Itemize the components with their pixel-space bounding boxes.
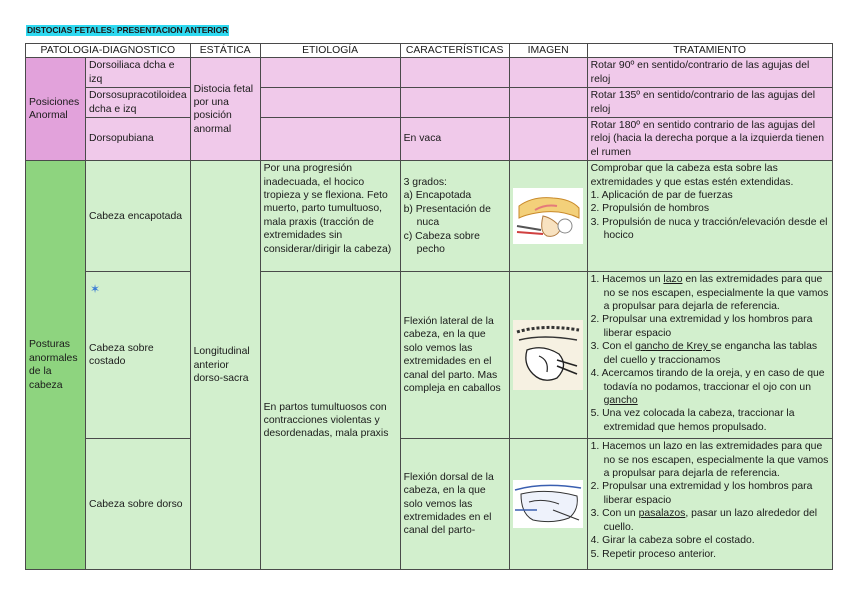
header-patologia: PATOLOGIA-DIAGNOSTICO <box>26 44 191 58</box>
list-item: 2. Propulsar una extremidad y los hombros para liberar espacio <box>590 314 813 339</box>
trat-dorsosupracotiloidea: Rotar 135º en sentido/contrario de las agujas del reloj <box>587 88 832 118</box>
imagen-cell <box>509 88 587 118</box>
imagen-cell <box>509 118 587 161</box>
list-item <box>591 273 829 313</box>
etiologia-encapotada: Por una progresión inadecuada, el hocico tropieza y se flexiona. Feto muerto, parto tumultuoso, mala praxis (tracción de extremidades sin considerar/dirigir la cabeza) <box>260 161 400 272</box>
gancho-krey-term: gancho de Krey <box>635 341 711 353</box>
diag-dorsoiliaca: Dorsoiliaca dcha e izq <box>86 58 191 88</box>
trat-list <box>591 273 829 434</box>
list-item: c) Cabeza sobre pecho <box>403 230 480 256</box>
diag-cabeza-dorso: Cabeza sobre dorso <box>86 439 191 570</box>
trat-text: , pasar un lazo alrededor del cuello. <box>603 508 818 533</box>
caract-dorsoiliaca <box>400 58 509 88</box>
caract-dorso: Flexión dorsal de la cabeza, en la que solo vemos las extremidades en el canal del parto- <box>400 439 509 570</box>
caract-costado: Flexión lateral de la cabeza, en la que solo vemos las extremidades en el canal del parto. Mas compleja en caballos <box>400 272 509 439</box>
list-item: 1. Aplicación de par de fuerzas <box>590 190 733 202</box>
caract-list <box>404 189 506 256</box>
caract-dorsopubiana: En vaca <box>400 118 509 161</box>
imagen-costado <box>509 272 587 439</box>
imagen-dorso <box>509 439 587 570</box>
table-row <box>26 118 833 161</box>
trat-costado <box>587 272 832 439</box>
trat-text: 3. Con un <box>590 508 639 520</box>
diag-dorsosupracotiloidea: Dorsosupracotiloidea dcha e izq <box>86 88 191 118</box>
trat-list <box>591 189 829 243</box>
table-row <box>26 439 833 570</box>
calf-encapotada-illustration <box>513 188 583 244</box>
caract-intro: 3 grados: <box>403 177 447 189</box>
document-title: DISTOCIAS FETALES: PRESENTACION ANTERIOR <box>27 25 229 35</box>
diag-dorsopubiana: Dorsopubiana <box>86 118 191 161</box>
header-caracteristicas: CARACTERÍSTICAS <box>400 44 509 58</box>
lazo-term: lazo <box>663 274 683 286</box>
trat-text: 1. Hacemos un <box>590 274 664 286</box>
list-item: 3. Propulsión de nuca y tracción/elevación desde el hocico <box>590 216 828 242</box>
list-item: b) Presentación de nuca <box>403 203 491 229</box>
list-item <box>591 367 829 407</box>
diag-cabeza-encapotada: Cabeza encapotada <box>86 161 191 272</box>
header-tratamiento: TRATAMIENTO <box>587 44 832 58</box>
header-row <box>26 44 833 58</box>
list-item: 2. Propulsión de hombros <box>590 203 710 215</box>
pasalazos-term: pasalazos <box>638 508 686 520</box>
trat-text: 3. Con el <box>590 341 636 353</box>
diag-cabeza-costado: Cabeza sobre costado <box>86 272 191 439</box>
posiciones-group-label: Posiciones Anormal <box>26 58 86 161</box>
etiologia-cell <box>260 58 400 88</box>
header-etiologia: ETIOLOGÍA <box>260 44 400 58</box>
trat-text: en las extremidades para que no se nos escapen, especialmente la que vamos a propulsar para dejarla de referencia. <box>603 274 829 313</box>
list-item: 2. Propulsar una extremidad y los hombros para liberar espacio <box>590 481 813 506</box>
list-item <box>591 340 829 367</box>
caract-dorsosupracotiloidea <box>400 88 509 118</box>
trat-list <box>591 440 829 561</box>
trat-dorso <box>587 439 832 570</box>
trat-dorsopubiana: Rotar 180º en sentido contrario de las agujas del reloj (hacia la derecha porque a la izquierda tienen el rumen <box>587 118 832 161</box>
list-item: 5. Una vez colocada la cabeza, traccionar la extremidad que hemos propulsado. <box>590 408 795 433</box>
caract-encapotada <box>400 161 509 272</box>
posiciones-estatica: Distocia fetal por una posición anormal <box>190 58 260 161</box>
trat-text: se engancha las tablas del cuello y traccionamos <box>603 341 818 366</box>
etiologia-cell <box>260 118 400 161</box>
table-row <box>26 88 833 118</box>
annotation-star-icon: ✶ <box>90 282 101 296</box>
etiologia-tumultuosos: En partos tumultuosos con contracciones violentas y desordenadas, mala praxis <box>260 272 400 570</box>
calf-dorso-illustration <box>513 480 583 528</box>
posturas-group-label: Posturas anormales de la cabeza <box>26 161 86 570</box>
imagen-cell <box>509 58 587 88</box>
header-estatica: ESTÁTICA <box>190 44 260 58</box>
calf-costado-illustration <box>513 320 583 390</box>
trat-intro: Comprobar que la cabeza esta sobre las extremidades y que estas estén extendidas. <box>590 163 794 188</box>
list-item <box>591 507 829 534</box>
etiologia-cell <box>260 88 400 118</box>
header-imagen: IMAGEN <box>509 44 587 58</box>
posturas-estatica: Longitudinal anterior dorso-sacra <box>190 161 260 570</box>
trat-dorsoiliaca: Rotar 90º en sentido/contrario de las agujas del reloj <box>587 58 832 88</box>
trat-encapotada <box>587 161 832 272</box>
distocias-table <box>25 43 833 570</box>
table-row <box>26 58 833 88</box>
list-item: 1. Hacemos un lazo en las extremidades para que no se nos escapen, especialmente la que vamos a propulsar para dejarla de referencia. <box>590 441 829 480</box>
imagen-encapotada <box>509 161 587 272</box>
gancho-term: gancho <box>603 394 638 406</box>
table-row <box>26 272 833 439</box>
list-item: 4. Girar la cabeza sobre el costado. <box>590 535 755 547</box>
list-item: a) Encapotada <box>403 190 472 202</box>
table-row <box>26 161 833 272</box>
trat-text: 4. Acercamos tirando de la oreja, y en caso de que todavía no podamos, traccionar el ojo con un <box>590 368 825 393</box>
list-item: 5. Repetir proceso anterior. <box>590 548 716 560</box>
